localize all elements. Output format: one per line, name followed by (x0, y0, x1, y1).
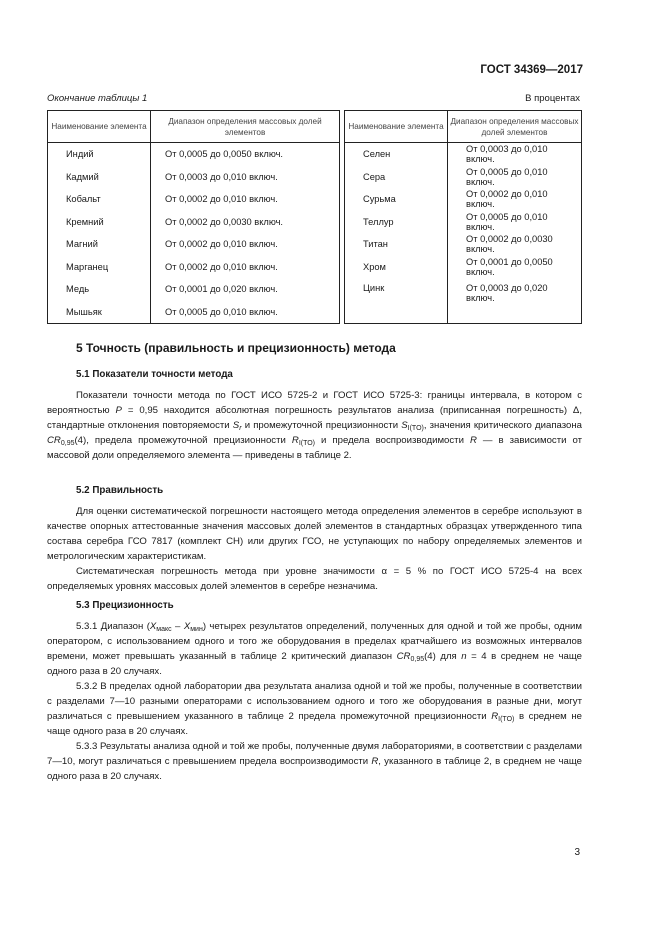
table-caption: Окончание таблицы 1 (47, 93, 148, 104)
col-header-element: Наименование элемента (48, 111, 151, 143)
element-range: От 0,0002 до 0,010 включ. (151, 233, 340, 256)
element-range: От 0,0005 до 0,010 включ. (151, 301, 340, 324)
table-row (48, 278, 582, 301)
table-row (48, 188, 582, 211)
element-range: От 0,0001 до 0,0050 включ. (448, 256, 582, 279)
element-name: Сурьма (345, 188, 448, 211)
element-range: От 0,0002 до 0,010 включ. (151, 188, 340, 211)
section-5-3-text: 5.3.1 Диапазон $(X_{макс} - X_{мин})$ четырех результатов определений, полученных для одной и той же пробы, одним оператором, с использованием одного и того же оборудования в пределах кратчайшего из возможных интервалов времени, может превышать указанный в таблице 2 критический диапазон $CR_{0,95}(4)$ для n = 4 в среднем не чаще одного раза в 20 случаях. 5.3.2 В пределах одной лаборатории два результата анализа одной и той же пробы, полученные в соответствии с разделами 7—10 разными операторами с использованием одного и того же оборудования в разные дни, могут различаться с превышением указанного в таблице 2 предела промежуточной прецизионности $R_{I(TO)}$ в среднем не чаще одного раза в 20 случаях. 5.3.3 Результаты анализа одной и той же пробы, полученные двумя лабораториями, в соответствии с разделами 7—10, могут различаться с превышением предела воспроизводимости R, указанного в таблице 2, в среднем не чаще одного раза в 20 случаях. (47, 621, 583, 782)
element-name: Кобальт (48, 188, 151, 211)
table-row (48, 256, 582, 279)
table-row (48, 233, 582, 256)
element-name: Теллур (345, 211, 448, 234)
element-name: Кремний (48, 211, 151, 234)
page-number: 3 (574, 847, 580, 858)
standard-number: ГОСТ 34369—2017 (480, 64, 583, 76)
section-5-1-text: Показатели точности метода по ГОСТ ИСО 5725-2 и ГОСТ ИСО 5725-3: границы интервала, в котором с вероятностью P = 0,95 находится абсолютная погрешность результатов анализа (приписанная погрешность) Δ, стандартные отклонения повторяемости $S_r$ и промежуточной прецизионности $S_{I(TO)}$, значения критического диапазона $CR_{0,95}(4)$, предела промежуточной прецизионности $R_{I(TO)}$ и предела воспроизводимости R — в зависимости от массовой доли определяемого элемента — приведены в таблице 2. (47, 390, 583, 461)
element-range: От 0,0003 до 0,020 включ. (448, 278, 582, 324)
table-row (48, 166, 582, 189)
element-range: От 0,0001 до 0,020 включ. (151, 278, 340, 301)
table-row (48, 143, 582, 166)
section-5-2-text: Для оценки систематической погрешности настоящего метода определения элементов в серебре используют в качестве опорных аттестованные значения массовых долей элементов в стандартных образцах утвержденного типа состава серебра ГСО 7817 (комплект СН) или других ГСО, не уступающих по набору определяемых элементов и метрологическим характеристикам. Систематическая погрешность метода при уровне значимости α = 5 % по ГОСТ ИСО 5725-4 на всех определяемых уровнях массовых долей элементов в серебре незначима. (47, 506, 582, 592)
element-range: От 0,0005 до 0,010 включ. (448, 166, 582, 189)
table-units: В процентах (525, 93, 580, 104)
element-range: От 0,0002 до 0,0030 включ. (448, 233, 582, 256)
element-range: От 0,0003 до 0,010 включ. (151, 166, 340, 189)
element-name: Медь (48, 278, 151, 301)
col-header-range: Диапазон определения массовых долей элементов (151, 111, 340, 143)
element-range: От 0,0002 до 0,0030 включ. (151, 211, 340, 234)
element-range: От 0,0003 до 0,010 включ. (448, 143, 582, 166)
section-5-1-title: 5.1 Показатели точности метода (76, 369, 233, 380)
section-5-3-title: 5.3 Прецизионность (76, 600, 174, 611)
element-name: Марганец (48, 256, 151, 279)
element-range: От 0,0002 до 0,010 включ. (448, 188, 582, 211)
element-name: Мышьяк (48, 301, 151, 324)
section-5-2-title: 5.2 Правильность (76, 485, 164, 496)
col-header-range-2: Диапазон определения массовых долей элементов (448, 111, 582, 143)
element-name: Магний (48, 233, 151, 256)
table-row (48, 211, 582, 234)
section-5-title: 5 Точность (правильность и прецизионность) метода (76, 341, 396, 355)
element-name: Кадмий (48, 166, 151, 189)
col-header-element-2: Наименование элемента (345, 111, 448, 143)
element-range: От 0,0002 до 0,010 включ. (151, 256, 340, 279)
element-name: Сера (345, 166, 448, 189)
element-range: От 0,0005 до 0,0050 включ. (151, 143, 340, 166)
element-range: От 0,0005 до 0,010 включ. (448, 211, 582, 234)
element-name: Цинк (345, 278, 448, 324)
element-name: Селен (345, 143, 448, 166)
element-name: Индий (48, 143, 151, 166)
element-name: Хром (345, 256, 448, 279)
element-name: Титан (345, 233, 448, 256)
elements-table (47, 110, 582, 324)
